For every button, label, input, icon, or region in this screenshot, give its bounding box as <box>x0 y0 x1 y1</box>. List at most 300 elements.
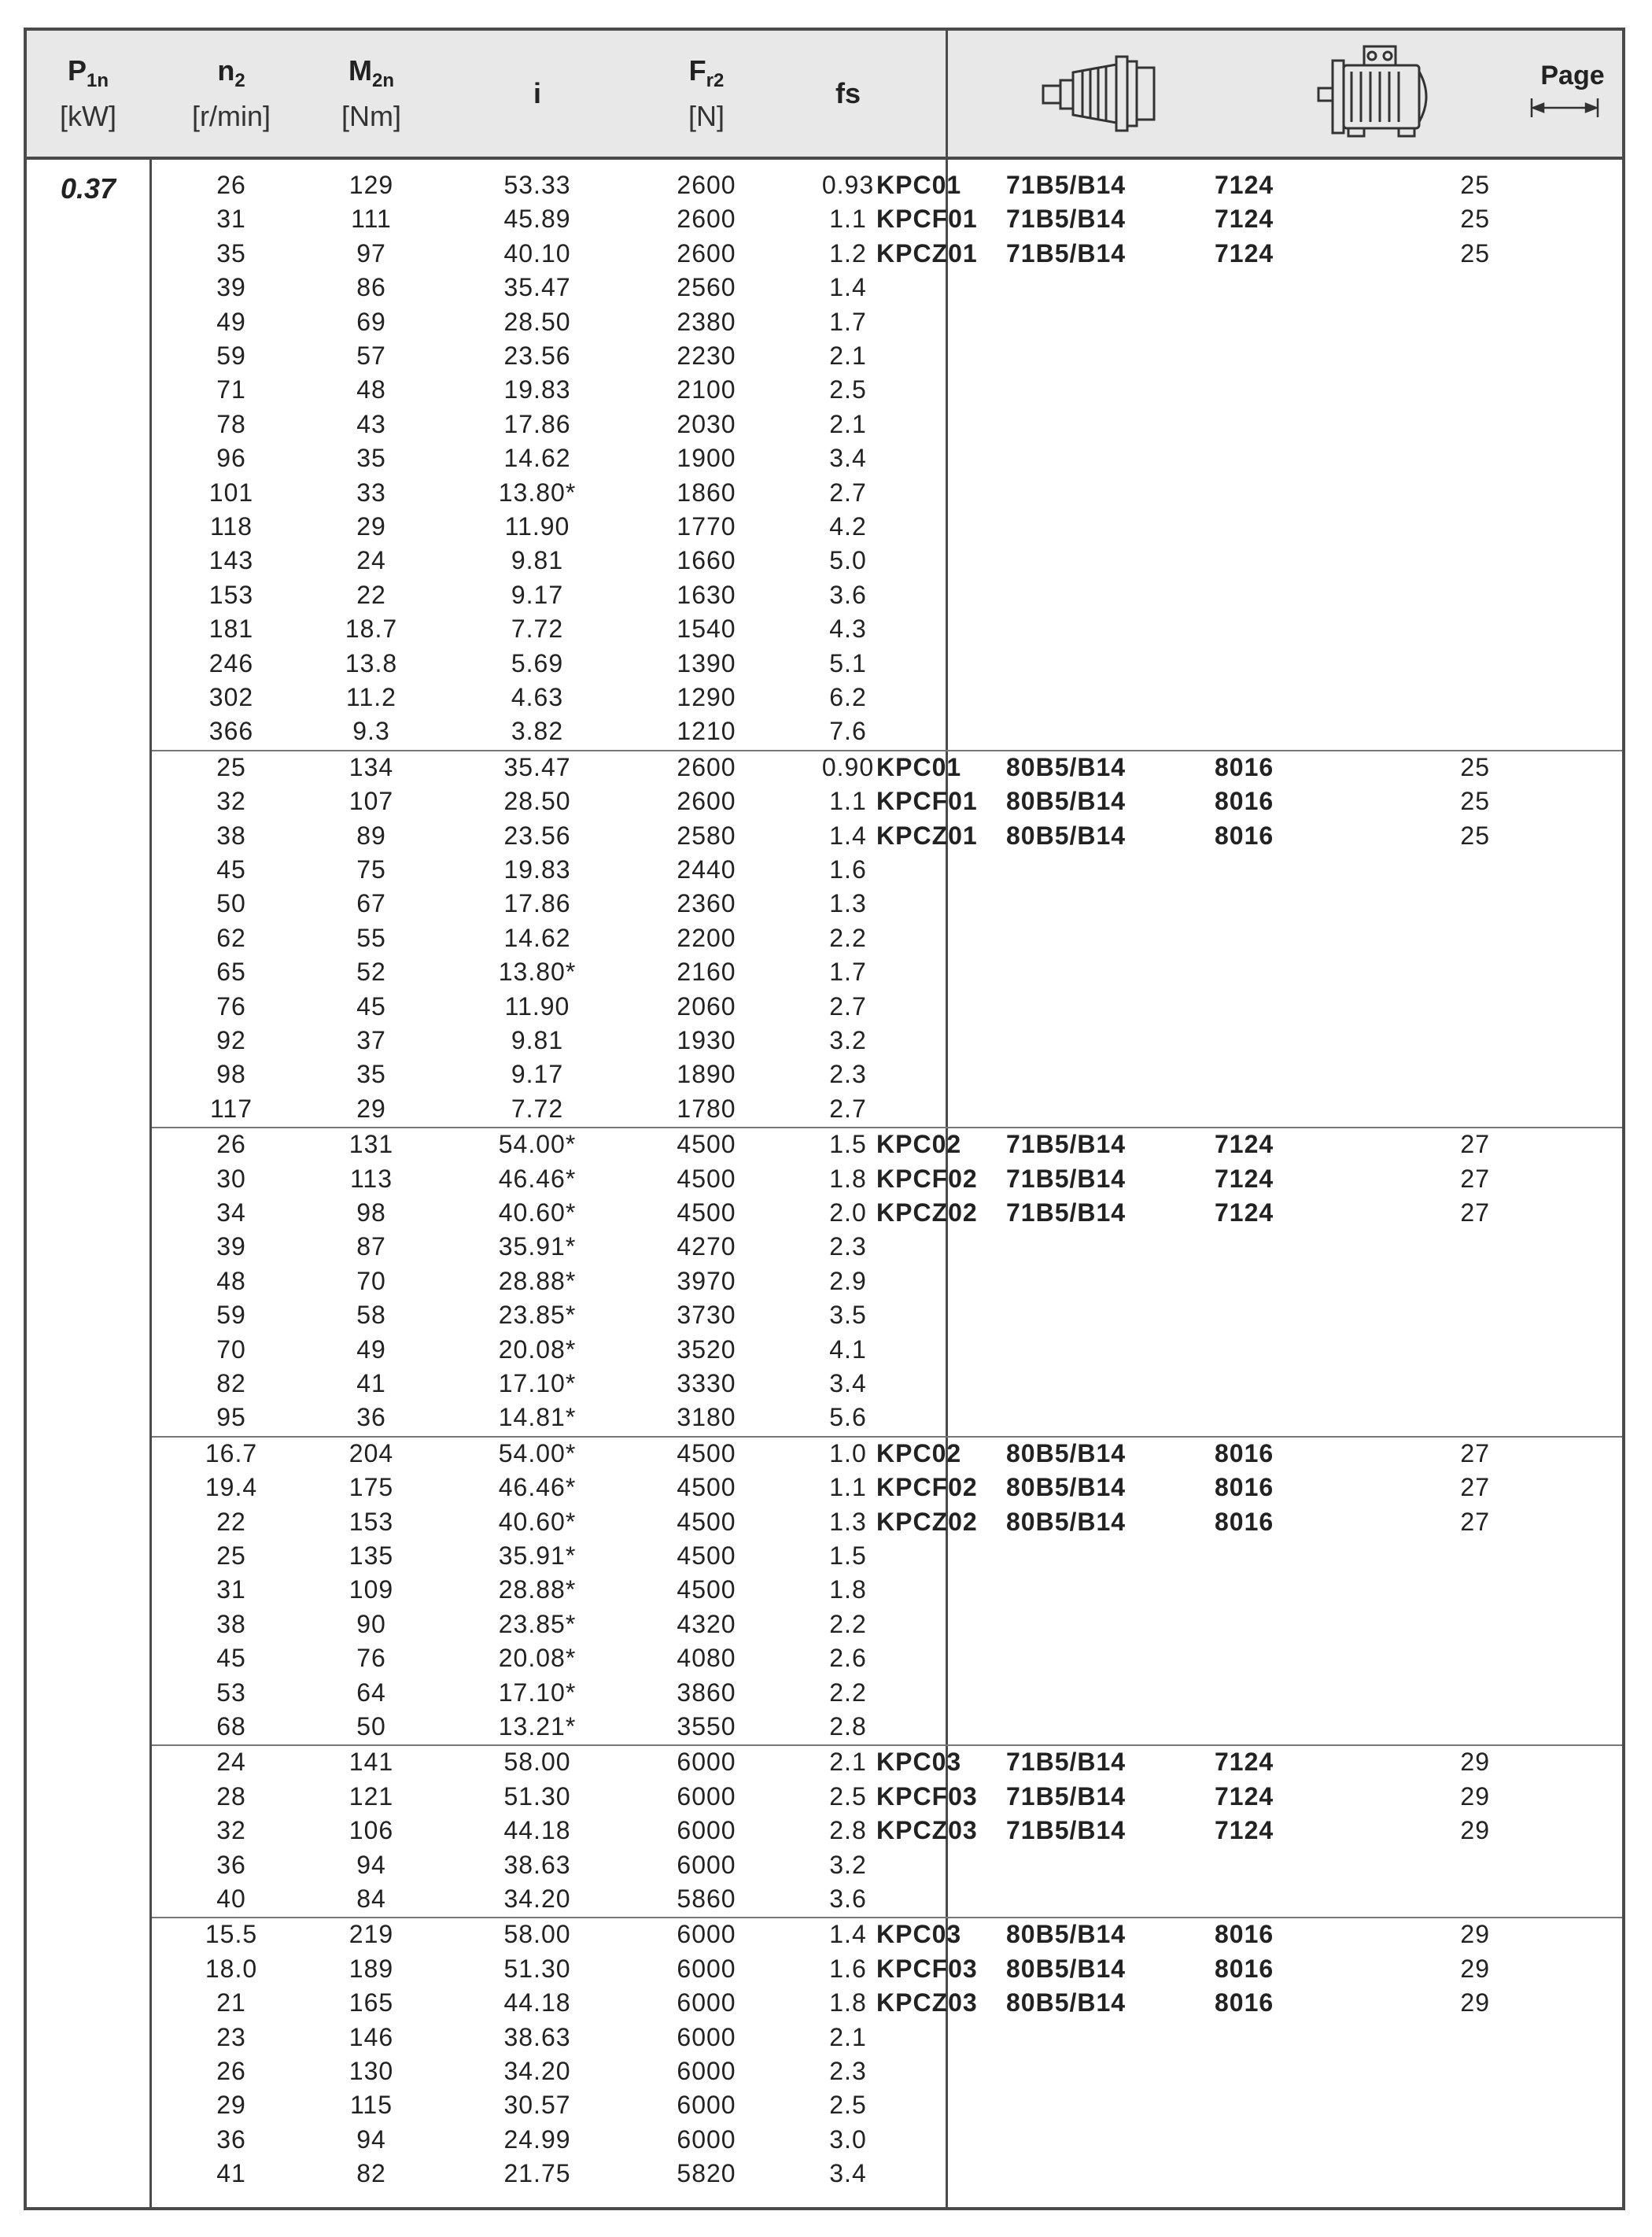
n2-cell: 70 <box>216 1334 246 1364</box>
fr2-cell: 2380 <box>677 307 736 336</box>
i-cell: 35.47 <box>503 273 571 302</box>
m2n-cell: 49 <box>356 1334 386 1364</box>
table-row <box>152 339 938 373</box>
i-cell: 14.81* <box>498 1403 577 1432</box>
i-cell: 35.91* <box>498 1232 577 1261</box>
m2n-cell: 109 <box>348 1575 394 1604</box>
m2n-cell: 75 <box>356 855 386 884</box>
fr2-cell: 4500 <box>677 1438 736 1467</box>
flange-code: 80B5/B14 <box>1006 1507 1127 1536</box>
n2-cell: 92 <box>216 1025 246 1054</box>
i-cell: 19.83 <box>503 375 571 404</box>
n2-cell: 101 <box>208 478 254 507</box>
flange-code: 80B5/B14 <box>1006 752 1127 781</box>
n2-cell: 38 <box>216 821 246 850</box>
m2n-cell: 134 <box>348 752 394 781</box>
n2-cell: 18.0 <box>205 1954 258 1983</box>
n2-cell: 21 <box>216 1988 246 2017</box>
page-number[interactable]: 25 <box>1460 205 1490 234</box>
page-number[interactable]: 29 <box>1460 1954 1490 1983</box>
n2-cell: 22 <box>216 1507 246 1536</box>
n2-cell: 45 <box>216 1644 246 1673</box>
n2-cell: 59 <box>216 1301 246 1330</box>
fs-cell: 5.1 <box>829 648 867 677</box>
fr2-cell: 6000 <box>677 1781 736 1811</box>
n2-cell: 34 <box>216 1198 246 1227</box>
fr2-cell: 6000 <box>677 1748 736 1777</box>
n2-cell: 39 <box>216 273 246 302</box>
n2-cell: 50 <box>216 889 246 918</box>
i-cell: 14.62 <box>503 923 571 952</box>
model-row <box>27 1505 1600 1539</box>
fs-cell: 2.7 <box>829 991 867 1021</box>
m2n-cell: 219 <box>348 1920 394 1949</box>
n2-cell: 49 <box>216 307 246 336</box>
flange-code: 71B5/B14 <box>1006 238 1127 268</box>
n2-cell: 366 <box>208 717 254 746</box>
model-code: KPCF03 <box>876 1781 978 1811</box>
m2n-cell: 43 <box>356 409 386 438</box>
model-row <box>27 1918 1600 1951</box>
model-code: KPC02 <box>876 1438 962 1467</box>
table-row <box>152 990 938 1024</box>
i-cell: 4.63 <box>511 683 564 711</box>
fr2-cell: 4500 <box>677 1164 736 1193</box>
fr2-cell: 1660 <box>677 546 736 575</box>
fr2-cell: 3970 <box>677 1266 736 1295</box>
fs-cell: 1.4 <box>829 273 867 302</box>
fs-cell: 2.7 <box>829 478 867 507</box>
table-row <box>152 921 938 955</box>
n2-cell: 76 <box>216 991 246 1021</box>
m2n-cell: 70 <box>356 1266 386 1295</box>
n2-cell: 62 <box>216 923 246 952</box>
fs-cell: 2.6 <box>829 1644 867 1673</box>
fr2-cell: 1770 <box>677 512 736 541</box>
i-cell: 13.21* <box>498 1711 577 1741</box>
n2-cell: 48 <box>216 1266 246 1295</box>
m2n-cell: 13.8 <box>345 648 398 677</box>
m2n-cell: 22 <box>356 580 386 609</box>
i-cell: 28.88* <box>498 1575 577 1604</box>
m2n-cell: 86 <box>356 273 386 302</box>
table-row <box>152 887 938 921</box>
fr2-cell: 2360 <box>677 889 736 918</box>
fr2-cell: 1890 <box>677 1060 736 1089</box>
m2n-cell: 52 <box>356 958 386 987</box>
page-number[interactable]: 29 <box>1460 1816 1490 1845</box>
flange-code: 71B5/B14 <box>1006 1816 1127 1845</box>
flange-code: 80B5/B14 <box>1006 1920 1127 1949</box>
page-number[interactable]: 27 <box>1460 1438 1490 1467</box>
fr2-cell: 4500 <box>677 1473 736 1502</box>
n2-cell: 25 <box>216 752 246 781</box>
n2-cell: 59 <box>216 341 246 370</box>
m2n-cell: 18.7 <box>345 615 398 644</box>
fs-cell: 7.6 <box>829 717 867 746</box>
page-number[interactable]: 27 <box>1460 1198 1490 1227</box>
n2-cell: 29 <box>216 2091 246 2120</box>
n2-cell: 246 <box>208 648 254 677</box>
table-row <box>152 1092 938 1126</box>
fs-cell: 2.3 <box>829 1232 867 1261</box>
table-group <box>152 1918 1622 2191</box>
motor-icon <box>1317 45 1435 143</box>
fs-cell: 2.3 <box>829 2056 867 2085</box>
header-n2: $n_2$ [r/min] <box>191 54 271 132</box>
table-row <box>152 544 938 578</box>
fs-cell: 1.8 <box>829 1575 867 1604</box>
fs-cell: 2.1 <box>829 2022 867 2051</box>
n2-cell: 302 <box>208 683 254 711</box>
table-row <box>152 681 938 714</box>
model-row <box>27 1162 1600 1196</box>
motor-code: 7124 <box>1215 1130 1274 1159</box>
model-row <box>27 1986 1600 2020</box>
fs-cell: 2.1 <box>829 409 867 438</box>
m2n-cell: 131 <box>348 1130 394 1159</box>
fs-cell: 1.7 <box>829 958 867 987</box>
m2n-cell: 48 <box>356 375 386 404</box>
table-row <box>152 1367 938 1401</box>
fs-cell: 1.0 <box>829 1438 867 1467</box>
table-row <box>152 1230 938 1264</box>
page-number[interactable]: 25 <box>1460 787 1490 816</box>
table-row <box>152 1333 938 1367</box>
fr2-cell: 4500 <box>677 1130 736 1159</box>
model-code: KPC01 <box>876 752 962 781</box>
model-code: KPCF02 <box>876 1164 978 1193</box>
fr2-cell: 5820 <box>677 2159 736 2188</box>
fs-cell: 2.1 <box>829 341 867 370</box>
i-cell: 38.63 <box>503 1850 571 1879</box>
page-number[interactable]: 27 <box>1460 1130 1490 1159</box>
table-row <box>152 2088 938 2122</box>
n2-cell: 36 <box>216 1850 246 1879</box>
fs-cell: 1.4 <box>829 1920 867 1949</box>
model-code: KPCZ02 <box>876 1507 978 1536</box>
i-cell: 7.72 <box>511 1094 564 1123</box>
m2n-cell: 24 <box>356 546 386 575</box>
i-cell: 54.00* <box>498 1130 577 1159</box>
i-cell: 28.88* <box>498 1266 577 1295</box>
model-code: KPCF01 <box>876 787 978 816</box>
fr2-cell: 1930 <box>677 1025 736 1054</box>
n2-cell: 98 <box>216 1060 246 1089</box>
table-row <box>152 1573 938 1607</box>
table-row <box>152 510 938 544</box>
flange-code: 80B5/B14 <box>1006 787 1127 816</box>
flange-code: 80B5/B14 <box>1006 1473 1127 1502</box>
i-cell: 20.08* <box>498 1334 577 1364</box>
i-cell: 28.50 <box>503 787 571 816</box>
table-row <box>152 373 938 407</box>
fr2-cell: 4500 <box>677 1198 736 1227</box>
m2n-cell: 35 <box>356 444 386 473</box>
fs-cell: 1.3 <box>829 889 867 918</box>
m2n-cell: 76 <box>356 1644 386 1673</box>
fr2-cell: 3180 <box>677 1403 736 1432</box>
model-code: KPCZ01 <box>876 238 978 268</box>
table-row <box>152 578 938 612</box>
n2-cell: 41 <box>216 2159 246 2188</box>
flange-code: 80B5/B14 <box>1006 1438 1127 1467</box>
m2n-cell: 141 <box>348 1748 394 1777</box>
flange-code: 71B5/B14 <box>1006 1748 1127 1777</box>
fs-cell: 2.9 <box>829 1266 867 1295</box>
table-row <box>152 647 938 681</box>
motor-code: 8016 <box>1215 1507 1274 1536</box>
m2n-cell: 89 <box>356 821 386 850</box>
fr2-cell: 2600 <box>677 787 736 816</box>
fr2-cell: 6000 <box>677 1816 736 1845</box>
fr2-cell: 2600 <box>677 171 736 199</box>
fr2-cell: 3330 <box>677 1368 736 1397</box>
page-number[interactable]: 25 <box>1460 171 1490 199</box>
fr2-cell: 2560 <box>677 273 736 302</box>
m2n-cell: 153 <box>348 1507 394 1536</box>
i-cell: 17.10* <box>498 1368 577 1397</box>
model-code: KPCF02 <box>876 1473 978 1502</box>
fr2-cell: 4320 <box>677 1609 736 1638</box>
fr2-cell: 2580 <box>677 821 736 850</box>
motor-code: 8016 <box>1215 1473 1274 1502</box>
motor-code: 7124 <box>1215 1164 1274 1193</box>
fs-cell: 3.0 <box>829 2124 867 2154</box>
n2-cell: 26 <box>216 1130 246 1159</box>
n2-cell: 82 <box>216 1368 246 1397</box>
fs-cell: 1.4 <box>829 821 867 850</box>
page-number[interactable]: 25 <box>1460 821 1490 850</box>
m2n-cell: 113 <box>349 1164 393 1193</box>
fs-cell: 4.2 <box>829 512 867 541</box>
n2-cell: 53 <box>216 1678 246 1707</box>
fs-cell: 2.1 <box>829 1748 867 1777</box>
i-cell: 23.56 <box>503 821 571 850</box>
m2n-cell: 111 <box>351 205 392 234</box>
fr2-cell: 2030 <box>677 409 736 438</box>
fr2-cell: 2440 <box>677 855 736 884</box>
table-row <box>152 612 938 646</box>
fs-cell: 2.5 <box>829 375 867 404</box>
model-row <box>27 1437 1600 1471</box>
model-code: KPC02 <box>876 1130 962 1159</box>
motor-code: 8016 <box>1215 821 1274 850</box>
fr2-cell: 4500 <box>677 1507 736 1536</box>
model-row <box>27 202 1600 236</box>
flange-code: 80B5/B14 <box>1006 1988 1127 2017</box>
motor-code: 8016 <box>1215 1954 1274 1983</box>
i-cell: 34.20 <box>503 1884 571 1913</box>
fr2-cell: 2600 <box>677 238 736 268</box>
table-row <box>152 2157 938 2191</box>
fr2-cell: 1540 <box>677 615 736 644</box>
header-m2n: $M_{2n}$ [Nm] <box>341 54 401 132</box>
fs-cell: 0.90 <box>821 752 875 781</box>
page-number[interactable]: 25 <box>1460 238 1490 268</box>
i-cell: 13.80* <box>498 958 577 987</box>
m2n-cell: 33 <box>356 478 386 507</box>
fs-cell: 1.3 <box>829 1507 867 1536</box>
n2-cell: 31 <box>216 205 246 234</box>
motor-code: 8016 <box>1215 787 1274 816</box>
motor-code: 8016 <box>1215 1920 1274 1949</box>
header-fs: fs <box>835 77 861 109</box>
model-code: KPCZ02 <box>876 1198 978 1227</box>
m2n-cell: 82 <box>356 2159 386 2188</box>
model-code: KPCF03 <box>876 1954 978 1983</box>
n2-cell: 16.7 <box>205 1438 258 1467</box>
page-number[interactable]: 29 <box>1460 1988 1490 2017</box>
i-cell: 13.80* <box>498 478 577 507</box>
n2-cell: 118 <box>209 512 253 541</box>
n2-cell: 40 <box>216 1884 246 1913</box>
m2n-cell: 146 <box>348 2022 394 2051</box>
fr2-cell: 3860 <box>677 1678 736 1707</box>
fr2-cell: 2160 <box>677 958 736 987</box>
m2n-cell: 175 <box>348 1473 394 1502</box>
i-cell: 46.46* <box>498 1164 577 1193</box>
m2n-cell: 45 <box>356 991 386 1021</box>
n2-cell: 19.4 <box>205 1473 258 1502</box>
m2n-cell: 11.2 <box>346 683 396 711</box>
i-cell: 34.20 <box>503 2056 571 2085</box>
m2n-cell: 67 <box>356 889 386 918</box>
i-cell: 44.18 <box>503 1816 571 1845</box>
table-row <box>152 408 938 441</box>
fr2-cell: 6000 <box>677 1954 736 1983</box>
motor-code: 8016 <box>1215 752 1274 781</box>
m2n-cell: 55 <box>356 923 386 952</box>
m2n-cell: 36 <box>356 1403 386 1432</box>
motor-code: 7124 <box>1215 1816 1274 1845</box>
i-cell: 5.69 <box>511 648 564 677</box>
fs-cell: 3.2 <box>829 1025 867 1054</box>
fr2-cell: 3550 <box>677 1711 736 1741</box>
fs-cell: 0.93 <box>821 171 875 199</box>
i-cell: 40.10 <box>503 238 571 268</box>
flange-code: 80B5/B14 <box>1006 1954 1127 1983</box>
fr2-cell: 6000 <box>677 2124 736 2154</box>
page-number[interactable]: 29 <box>1460 1920 1490 1949</box>
n2-cell: 32 <box>216 787 246 816</box>
table-row <box>152 2123 938 2157</box>
double-arrow-icon <box>1529 96 1616 120</box>
i-cell: 23.85* <box>498 1609 577 1638</box>
motor-code: 7124 <box>1215 1198 1274 1227</box>
page-number[interactable]: 27 <box>1460 1473 1490 1502</box>
n2-cell: 96 <box>216 444 246 473</box>
m2n-cell: 121 <box>348 1781 394 1811</box>
n2-cell: 28 <box>216 1781 246 1811</box>
model-row <box>27 1780 1600 1814</box>
table-row <box>152 1608 938 1641</box>
page-number[interactable]: 29 <box>1460 1748 1490 1777</box>
m2n-cell: 90 <box>356 1609 386 1638</box>
table-row <box>152 476 938 510</box>
fr2-cell: 2600 <box>677 752 736 781</box>
i-cell: 45.89 <box>503 205 571 234</box>
m2n-cell: 29 <box>356 1094 386 1123</box>
n2-cell: 32 <box>216 1816 246 1845</box>
flange-code: 71B5/B14 <box>1006 1164 1127 1193</box>
i-cell: 58.00 <box>503 1920 571 1949</box>
n2-cell: 25 <box>216 1541 246 1570</box>
table-group <box>152 1128 1622 1435</box>
fr2-cell: 1210 <box>677 717 736 746</box>
page-number[interactable]: 27 <box>1460 1164 1490 1193</box>
table-row <box>152 2021 938 2054</box>
page-number[interactable]: 25 <box>1460 752 1490 781</box>
i-cell: 23.85* <box>498 1301 577 1330</box>
header-fr2: $F_{r2}$ [N] <box>688 54 725 132</box>
n2-cell: 68 <box>216 1711 246 1741</box>
page-number[interactable]: 29 <box>1460 1781 1490 1811</box>
fs-cell: 2.2 <box>829 923 867 952</box>
n2-cell: 71 <box>216 375 246 404</box>
i-cell: 40.60* <box>498 1507 577 1536</box>
fs-cell: 5.0 <box>829 546 867 575</box>
page-number[interactable]: 27 <box>1460 1507 1490 1536</box>
m2n-cell: 41 <box>356 1368 386 1397</box>
fr2-cell: 3730 <box>677 1301 736 1330</box>
table-row <box>152 955 938 989</box>
m2n-cell: 69 <box>356 307 386 336</box>
n2-cell: 143 <box>208 546 254 575</box>
motor-code: 7124 <box>1215 1781 1274 1811</box>
fr2-cell: 2200 <box>677 923 736 952</box>
n2-cell: 153 <box>208 580 254 609</box>
table-group <box>152 751 1622 1126</box>
flange-code: 71B5/B14 <box>1006 1198 1127 1227</box>
header-p1n: $P_{1n}$ [kW] <box>60 54 116 132</box>
n2-cell: 26 <box>216 171 246 199</box>
i-cell: 58.00 <box>503 1748 571 1777</box>
fs-cell: 3.6 <box>829 1884 867 1913</box>
fr2-cell: 1900 <box>677 444 736 473</box>
table-group <box>152 1745 1622 1916</box>
table-row <box>152 2054 938 2088</box>
fs-cell: 4.1 <box>829 1334 867 1364</box>
fr2-cell: 3520 <box>677 1334 736 1364</box>
m2n-cell: 57 <box>356 341 386 370</box>
m2n-cell: 58 <box>356 1301 386 1330</box>
fs-cell: 2.2 <box>829 1609 867 1638</box>
motor-code: 7124 <box>1215 205 1274 234</box>
i-cell: 51.30 <box>503 1954 571 1983</box>
table-row <box>152 1024 938 1058</box>
model-code: KPC03 <box>876 1748 962 1777</box>
flange-code: 71B5/B14 <box>1006 1781 1127 1811</box>
i-cell: 9.81 <box>511 546 564 575</box>
m2n-cell: 129 <box>348 171 394 199</box>
i-cell: 17.86 <box>503 409 571 438</box>
i-cell: 24.99 <box>503 2124 571 2154</box>
n2-cell: 38 <box>216 1609 246 1638</box>
model-code: KPCF01 <box>876 205 978 234</box>
fs-cell: 2.7 <box>829 1094 867 1123</box>
fs-cell: 3.4 <box>829 1368 867 1397</box>
m2n-cell: 35 <box>356 1060 386 1089</box>
i-cell: 14.62 <box>503 444 571 473</box>
table-row <box>152 1539 938 1573</box>
fs-cell: 1.8 <box>829 1164 867 1193</box>
model-row <box>27 1952 1600 1986</box>
i-cell: 51.30 <box>503 1781 571 1811</box>
n2-cell: 30 <box>216 1164 246 1193</box>
m2n-cell: 130 <box>348 2056 394 2085</box>
model-row <box>27 237 1600 271</box>
